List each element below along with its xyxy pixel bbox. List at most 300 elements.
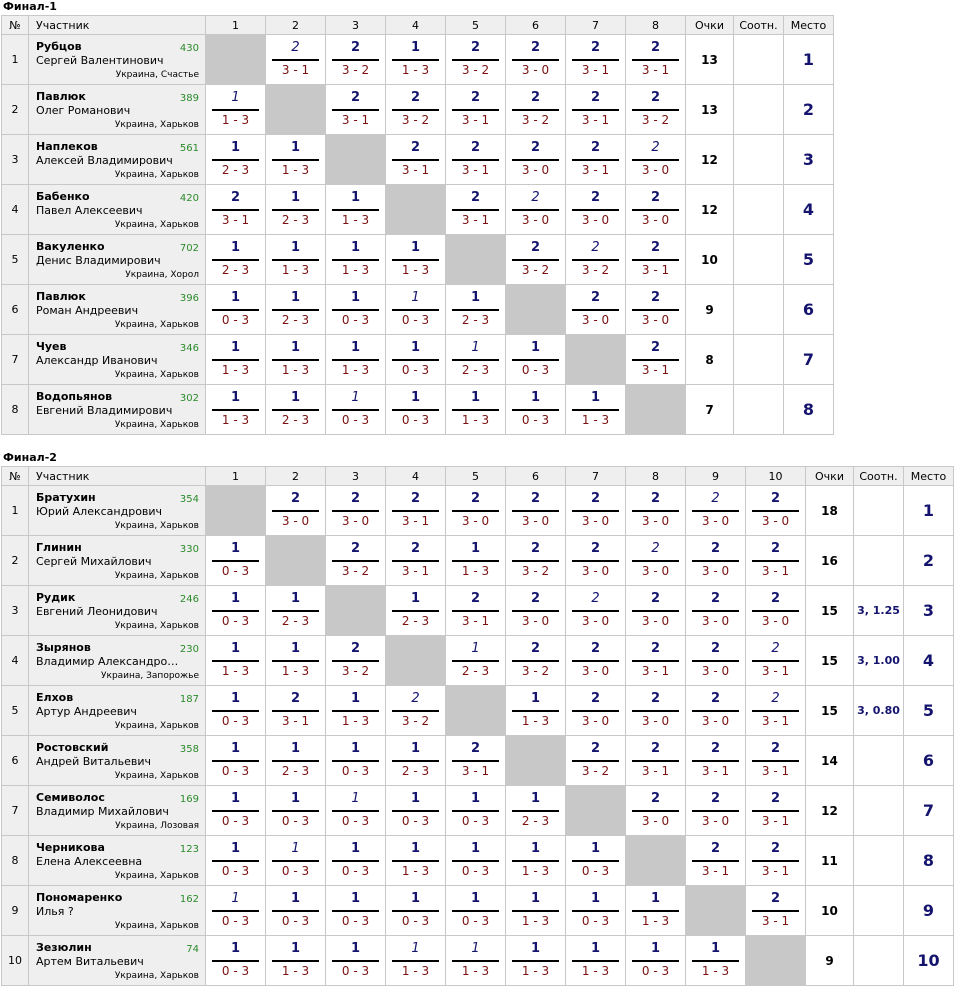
- match-cell: [386, 886, 446, 936]
- match-cell: [506, 85, 566, 135]
- match-cell: [386, 686, 446, 736]
- match-cell: [626, 636, 686, 686]
- match-cell: [626, 85, 686, 135]
- match-score: 3 - 1: [461, 614, 490, 628]
- match-cell: [506, 335, 566, 385]
- match-points: 1: [410, 240, 421, 255]
- table-row: [2, 686, 954, 736]
- match-score: 3 - 2: [461, 63, 490, 77]
- match-score: 3 - 0: [521, 213, 550, 227]
- col-participant-header: Участник: [29, 16, 206, 35]
- participant-name: Артем Витальевич: [36, 955, 144, 968]
- match-score: 3 - 0: [521, 514, 550, 528]
- match-divider: [272, 209, 319, 211]
- match-cell: [266, 486, 326, 536]
- match-score: 1 - 3: [641, 914, 670, 928]
- match-cell: [686, 836, 746, 886]
- match-score: 0 - 3: [221, 814, 250, 828]
- match-points: 1: [470, 290, 481, 305]
- match-divider: [392, 259, 439, 261]
- match-divider: [332, 560, 379, 562]
- match-cell: [506, 385, 566, 435]
- self-match-cell: [446, 235, 506, 285]
- match-points: 2: [470, 591, 481, 606]
- final-place: 3: [904, 586, 954, 636]
- match-cell: [326, 536, 386, 586]
- match-score: 3 - 0: [701, 514, 730, 528]
- match-score: 2 - 3: [521, 814, 550, 828]
- row-number: 5: [2, 686, 29, 736]
- match-cell: [566, 185, 626, 235]
- match-divider: [212, 810, 259, 812]
- match-divider: [512, 560, 559, 562]
- match-cell: [206, 886, 266, 936]
- match-score: 1 - 3: [461, 564, 490, 578]
- match-cell: [206, 85, 266, 135]
- match-cell: [326, 636, 386, 686]
- match-points: 2: [411, 691, 420, 706]
- participant-cell: [29, 385, 206, 435]
- total-points: 12: [686, 135, 734, 185]
- table-row: [2, 385, 834, 435]
- match-cell: [266, 586, 326, 636]
- match-score: 0 - 3: [281, 914, 310, 928]
- ratio-value: [734, 135, 784, 185]
- match-points: 2: [770, 891, 781, 906]
- match-divider: [452, 59, 499, 61]
- match-score: 3 - 2: [401, 113, 430, 127]
- match-score: 3 - 1: [341, 113, 370, 127]
- match-points: 2: [650, 491, 661, 506]
- match-score: 2 - 3: [461, 363, 490, 377]
- match-divider: [692, 610, 739, 612]
- match-cell: [326, 385, 386, 435]
- participant-city: Украина, Хорол: [125, 270, 199, 280]
- match-divider: [632, 810, 679, 812]
- participant-city: Украина, Запорожье: [101, 671, 199, 681]
- match-score: 1 - 3: [281, 964, 310, 978]
- match-cell: [446, 886, 506, 936]
- match-score: 3 - 0: [641, 564, 670, 578]
- participant-cell: [29, 486, 206, 536]
- match-divider: [572, 59, 619, 61]
- match-divider: [512, 359, 559, 361]
- match-divider: [332, 860, 379, 862]
- match-score: 0 - 3: [401, 914, 430, 928]
- match-score: 1 - 3: [341, 263, 370, 277]
- match-points: 2: [770, 591, 781, 606]
- match-score: 2 - 3: [461, 664, 490, 678]
- match-points: 1: [230, 390, 241, 405]
- match-score: 0 - 3: [281, 864, 310, 878]
- participant-surname: Зезюлин: [36, 941, 92, 954]
- match-cell: [206, 936, 266, 986]
- match-score: 3 - 0: [581, 714, 610, 728]
- self-match-cell: [506, 285, 566, 335]
- col-opp-header: 1: [206, 467, 266, 486]
- match-points: 2: [770, 541, 781, 556]
- match-cell: [266, 736, 326, 786]
- match-cell: [626, 285, 686, 335]
- row-number: 2: [2, 536, 29, 586]
- final-place: 10: [904, 936, 954, 986]
- match-cell: [386, 536, 446, 586]
- match-score: 3 - 1: [641, 664, 670, 678]
- match-cell: [626, 586, 686, 636]
- match-divider: [692, 860, 739, 862]
- self-match-cell: [746, 936, 806, 986]
- match-score: 3 - 1: [761, 664, 790, 678]
- match-points: 1: [530, 691, 541, 706]
- match-score: 0 - 3: [341, 864, 370, 878]
- match-divider: [752, 810, 799, 812]
- final-place: 7: [904, 786, 954, 836]
- match-divider: [452, 660, 499, 662]
- participant-rating: 354: [179, 494, 199, 505]
- participant-name: Илья ?: [36, 905, 74, 918]
- match-divider: [632, 359, 679, 361]
- match-points: 1: [411, 941, 420, 956]
- match-divider: [512, 810, 559, 812]
- row-number: 4: [2, 185, 29, 235]
- match-cell: [386, 135, 446, 185]
- match-points: 2: [650, 290, 661, 305]
- participant-cell: [29, 35, 206, 85]
- match-score: 3 - 2: [341, 564, 370, 578]
- match-cell: [446, 636, 506, 686]
- total-points: 9: [806, 936, 854, 986]
- match-divider: [572, 710, 619, 712]
- match-cell: [566, 235, 626, 285]
- match-score: 3 - 1: [461, 163, 490, 177]
- self-match-cell: [506, 736, 566, 786]
- row-number: 8: [2, 836, 29, 886]
- final1-header-row: [2, 16, 834, 35]
- total-points: 12: [806, 786, 854, 836]
- match-points: 2: [710, 641, 721, 656]
- match-score: 1 - 3: [221, 664, 250, 678]
- match-cell: [746, 636, 806, 686]
- match-divider: [452, 860, 499, 862]
- self-match-cell: [566, 786, 626, 836]
- match-cell: [446, 536, 506, 586]
- participant-surname: Павлюк: [36, 290, 86, 303]
- match-score: 0 - 3: [401, 814, 430, 828]
- match-points: 1: [590, 390, 601, 405]
- match-divider: [452, 610, 499, 612]
- match-points: 2: [650, 190, 661, 205]
- match-score: 1 - 3: [341, 714, 370, 728]
- match-divider: [692, 810, 739, 812]
- match-points: 2: [350, 491, 361, 506]
- match-points: 1: [411, 290, 420, 305]
- match-score: 2 - 3: [281, 213, 310, 227]
- match-points: 1: [350, 691, 361, 706]
- match-score: 0 - 3: [641, 964, 670, 978]
- match-score: 3 - 2: [521, 664, 550, 678]
- match-points: 1: [710, 941, 721, 956]
- match-score: 3 - 0: [641, 313, 670, 327]
- match-points: 2: [350, 90, 361, 105]
- match-score: 3 - 1: [761, 864, 790, 878]
- match-divider: [572, 409, 619, 411]
- match-score: 3 - 2: [401, 714, 430, 728]
- participant-city: Украина, Харьков: [114, 771, 199, 781]
- match-divider: [752, 510, 799, 512]
- match-cell: [566, 586, 626, 636]
- row-number: 4: [2, 636, 29, 686]
- participant-cell: [29, 536, 206, 586]
- match-points: 1: [290, 941, 301, 956]
- match-cell: [326, 886, 386, 936]
- match-score: 1 - 3: [521, 714, 550, 728]
- match-cell: [506, 185, 566, 235]
- match-points: 2: [590, 741, 601, 756]
- match-score: 3 - 2: [521, 113, 550, 127]
- match-divider: [272, 259, 319, 261]
- participant-cell: [29, 335, 206, 385]
- final-place: 6: [784, 285, 834, 335]
- match-divider: [392, 960, 439, 962]
- ratio-value: [734, 35, 784, 85]
- match-divider: [212, 710, 259, 712]
- match-divider: [452, 810, 499, 812]
- match-divider: [632, 560, 679, 562]
- match-cell: [446, 786, 506, 836]
- match-points: 1: [530, 791, 541, 806]
- match-cell: [266, 936, 326, 986]
- ratio-value: [734, 235, 784, 285]
- match-points: 1: [470, 841, 481, 856]
- match-score: 0 - 3: [341, 764, 370, 778]
- participant-cell: [29, 736, 206, 786]
- match-divider: [272, 660, 319, 662]
- match-divider: [392, 860, 439, 862]
- match-divider: [212, 309, 259, 311]
- ratio-value: [854, 786, 904, 836]
- match-cell: [686, 636, 746, 686]
- match-points: 1: [350, 741, 361, 756]
- final-place: 6: [904, 736, 954, 786]
- match-points: 2: [590, 541, 601, 556]
- match-points: 2: [770, 791, 781, 806]
- final-place: 7: [784, 335, 834, 385]
- match-score: 3 - 0: [581, 614, 610, 628]
- match-divider: [452, 560, 499, 562]
- match-cell: [326, 736, 386, 786]
- match-points: 1: [470, 891, 481, 906]
- match-score: 2 - 3: [281, 614, 310, 628]
- match-divider: [512, 610, 559, 612]
- match-points: 1: [590, 891, 601, 906]
- total-points: 8: [686, 335, 734, 385]
- match-score: 1 - 3: [581, 964, 610, 978]
- match-cell: [566, 636, 626, 686]
- total-points: 12: [686, 185, 734, 235]
- match-score: 1 - 3: [401, 864, 430, 878]
- row-number: 8: [2, 385, 29, 435]
- match-cell: [626, 486, 686, 536]
- participant-city: Украина, Харьков: [114, 370, 199, 380]
- row-number: 3: [2, 135, 29, 185]
- match-cell: [746, 586, 806, 636]
- match-divider: [512, 660, 559, 662]
- match-cell: [746, 736, 806, 786]
- match-divider: [272, 910, 319, 912]
- participant-surname: Водопьянов: [36, 390, 113, 403]
- match-cell: [566, 536, 626, 586]
- match-divider: [512, 59, 559, 61]
- match-points: 2: [590, 691, 601, 706]
- match-score: 3 - 0: [581, 514, 610, 528]
- participant-name: Павел Алексеевич: [36, 204, 143, 217]
- match-score: 0 - 3: [581, 914, 610, 928]
- match-divider: [632, 510, 679, 512]
- ratio-value: [734, 335, 784, 385]
- col-place-header: Место: [784, 16, 834, 35]
- match-points: 2: [650, 240, 661, 255]
- participant-name: Денис Владимирович: [36, 254, 161, 267]
- match-cell: [626, 786, 686, 836]
- match-points: 2: [711, 491, 720, 506]
- match-divider: [332, 960, 379, 962]
- match-divider: [452, 760, 499, 762]
- match-divider: [392, 59, 439, 61]
- match-score: 3 - 1: [581, 63, 610, 77]
- ratio-value: [854, 486, 904, 536]
- match-points: 1: [410, 741, 421, 756]
- participant-name: Артур Андреевич: [36, 705, 137, 718]
- total-points: 14: [806, 736, 854, 786]
- match-divider: [452, 409, 499, 411]
- match-divider: [392, 710, 439, 712]
- match-cell: [446, 836, 506, 886]
- match-points: 1: [230, 541, 241, 556]
- final-place: 5: [904, 686, 954, 736]
- match-cell: [326, 85, 386, 135]
- participant-surname: Чуев: [36, 340, 67, 353]
- match-divider: [692, 760, 739, 762]
- match-score: 3 - 0: [581, 664, 610, 678]
- match-score: 1 - 3: [401, 964, 430, 978]
- match-score: 3 - 0: [641, 614, 670, 628]
- participant-city: Украина, Харьков: [114, 871, 199, 881]
- match-cell: [326, 185, 386, 235]
- match-cell: [206, 385, 266, 435]
- participant-city: Украина, Харьков: [114, 921, 199, 931]
- match-score: 3 - 1: [461, 113, 490, 127]
- col-opp-header: 6: [506, 16, 566, 35]
- match-points: 2: [470, 140, 481, 155]
- participant-surname: Пономаренко: [36, 891, 123, 904]
- match-divider: [332, 510, 379, 512]
- match-cell: [266, 35, 326, 85]
- ratio-value: [854, 536, 904, 586]
- match-points: 1: [290, 741, 301, 756]
- table-row: [2, 586, 954, 636]
- table-row: [2, 636, 954, 686]
- match-cell: [386, 786, 446, 836]
- match-score: 3 - 0: [521, 63, 550, 77]
- participant-rating: 346: [179, 343, 199, 354]
- final-place: 4: [904, 636, 954, 686]
- participant-rating: 123: [179, 844, 199, 855]
- table-row: [2, 486, 954, 536]
- participant-rating: 330: [179, 544, 199, 555]
- row-number: 2: [2, 85, 29, 135]
- match-score: 1 - 3: [521, 914, 550, 928]
- col-opp-header: 5: [446, 16, 506, 35]
- match-divider: [632, 660, 679, 662]
- match-divider: [572, 510, 619, 512]
- participant-rating: 230: [179, 644, 199, 655]
- match-cell: [266, 636, 326, 686]
- match-divider: [632, 710, 679, 712]
- total-points: 15: [806, 586, 854, 636]
- participant-city: Украина, Харьков: [114, 320, 199, 330]
- match-points: 2: [710, 691, 721, 706]
- match-points: 1: [290, 340, 301, 355]
- match-points: 2: [530, 140, 541, 155]
- match-score: 3 - 1: [281, 63, 310, 77]
- match-score: 1 - 3: [281, 363, 310, 377]
- match-score: 1 - 3: [461, 964, 490, 978]
- match-points: 1: [470, 541, 481, 556]
- match-cell: [566, 135, 626, 185]
- participant-surname: Братухин: [36, 491, 96, 504]
- match-divider: [452, 359, 499, 361]
- match-divider: [632, 59, 679, 61]
- self-match-cell: [386, 636, 446, 686]
- match-points: 1: [290, 140, 301, 155]
- match-cell: [566, 686, 626, 736]
- match-points: 2: [410, 90, 421, 105]
- participant-name: Алексей Владимирович: [36, 154, 173, 167]
- participant-cell: [29, 586, 206, 636]
- match-cell: [446, 285, 506, 335]
- match-cell: [326, 35, 386, 85]
- match-score: 3 - 0: [701, 814, 730, 828]
- match-points: 1: [410, 891, 421, 906]
- match-cell: [686, 486, 746, 536]
- match-divider: [272, 510, 319, 512]
- match-divider: [392, 910, 439, 912]
- match-score: 2 - 3: [281, 413, 310, 427]
- match-score: 3 - 0: [521, 614, 550, 628]
- col-opp-header: 7: [566, 467, 626, 486]
- match-divider: [452, 309, 499, 311]
- col-num-header: №: [2, 16, 29, 35]
- match-cell: [386, 285, 446, 335]
- match-points: 2: [470, 190, 481, 205]
- match-score: 3 - 2: [521, 564, 550, 578]
- match-score: 2 - 3: [401, 764, 430, 778]
- self-match-cell: [626, 385, 686, 435]
- match-points: 1: [530, 891, 541, 906]
- match-points: 1: [410, 40, 421, 55]
- match-points: 2: [591, 240, 600, 255]
- match-points: 2: [650, 741, 661, 756]
- match-divider: [392, 560, 439, 562]
- match-divider: [272, 159, 319, 161]
- final2-title: Финал-2: [3, 451, 57, 464]
- match-divider: [572, 309, 619, 311]
- match-points: 2: [590, 641, 601, 656]
- final-place: 1: [784, 35, 834, 85]
- match-points: 1: [470, 791, 481, 806]
- self-match-cell: [446, 686, 506, 736]
- match-divider: [512, 409, 559, 411]
